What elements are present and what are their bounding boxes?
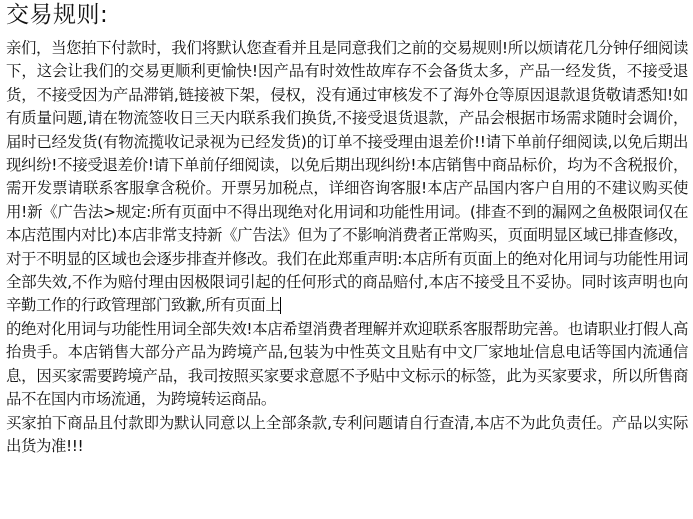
rules-paragraph <box>6 37 688 318</box>
page-title: 交易规则: <box>6 2 109 28</box>
rules-paragraph: 买家拍下商品且付款即为默认同意以上全部条款,专利问题请自行查清,本店不为此负责任。产品以实际出货为准!!! <box>6 413 688 455</box>
text-cursor <box>280 297 281 314</box>
rules-body <box>6 37 688 458</box>
rules-paragraph-text: 亲们，当您拍下付款时，我们将默认您查看并且是同意我们之前的交易规则!所以烦请花几分钟仔细阅读下，这会让我们的交易更顺利更愉快!因产品有时效性故库存不会备货太多，产品一经发货，不接受退货，不接受因为产品滞销,链接被下架，侵权，没有通过审核发不了海外仓等原因退款退货敬请悉知!如有质量问题,请在物流签收日三天内联系我们换货,不接受退货退款，产品会根据市场需求随时会调价，届时已经发货(有物流揽收记录视为已经发货)的订单不接受理由退差价!!请下单前仔细阅读,以免后期出现纠纷!不接受退差价!请下单前仔细阅读，以免后期出现纠纷!本店销售中商品标价，均为不含税报价，需开发票请联系客服拿含税价。开票另加税点，详细咨询客服!本店产品国内客户自用的不建议购买使用!新《广告法>规定:所有页面中不得出现绝对化用词和功能性用词。(排查不到的漏网之鱼极限词仅在本店范围内对比)本店非常支持新《广告法》但为了不影响消费者正常购买，页面明显区域已排查修改，对于不明显的区域也会逐步排查并修改。我们在此郑重声明:本店所有页面上的绝对化用词与功能性用词全部失效,不作为赔付理由因极限词引起的任何形式的商品赔付,本店不接受且不妥协。同时该声明也向辛勤工作的行政管理部门致歉,所有页面上 <box>6 39 688 315</box>
rules-paragraph: 的绝对化用词与功能性用词全部失效!本店希望消费者理解并欢迎联系客服帮助完善。也请职业打假人高抬贵手。本店销售大部分产品为跨境产品,包装为中性英文且贴有中文厂家地址信息电话等国内流通信息，因买家需要跨境产品，我司按照买家要求意愿不予贴中文标示的标签，此为买家要求，所以所售商品不在国内市场流通，为跨境转运商品。 <box>6 319 688 409</box>
